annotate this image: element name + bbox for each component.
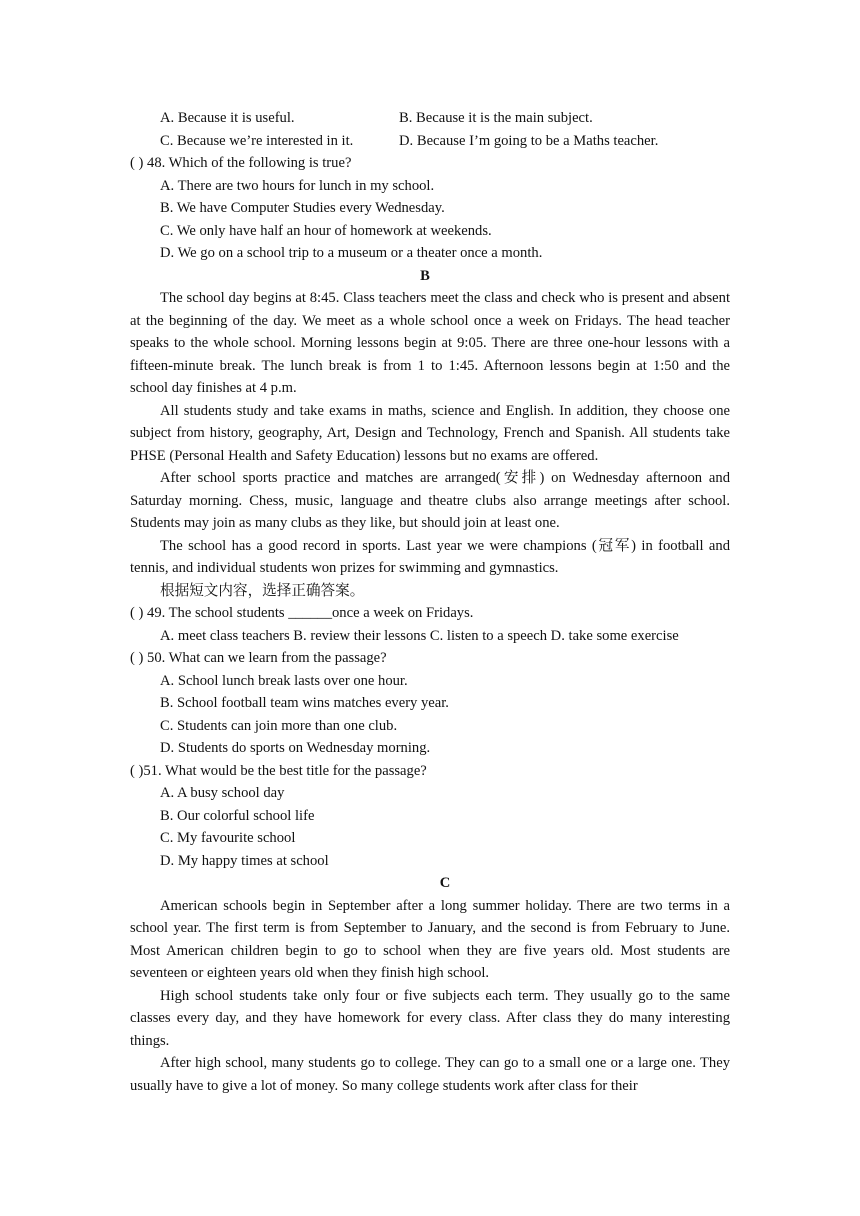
q51-option-c: C. My favourite school — [160, 830, 296, 846]
section-b-paragraph-2: All students study and take exams in maths, science and English. In addition, they choose one subject from history, geography, Art, Design and Technology, French and Spanish. All students take PHSE (Personal Health and Safety Education) lessons but no exams are offered. — [130, 402, 730, 464]
q49-stem: ( ) 49. The school students ______once a week on Fridays. — [130, 605, 474, 621]
section-c-heading: C — [439, 875, 451, 891]
q50-option-c: C. Students can join more than one club. — [160, 717, 398, 734]
q50-option-d: D. Students do sports on Wednesday morning. — [160, 740, 431, 756]
q50-stem: ( ) 50. What can we learn from the passage? — [130, 650, 387, 666]
section-b-paragraph-1: The school day begins at 8:45. Class teachers meet the class and check who is present and absent at the beginning of the day. We meet as a whole school once a week on Fridays. The head teacher speaks to the whole school. Morning lessons begin at 9:05. There are three one-hour lessons with a fifteen-minute break. The lunch break is from 1 to 1:45. Afternoon lessons begin at 1:50 and the school day finishes at 4 p.m. — [130, 290, 730, 396]
q51-stem: ( )51. What would be the best title for the passage? — [130, 762, 427, 779]
q50-option-a: A. School lunch break lasts over one hour. — [160, 672, 408, 689]
q47-option-a: A. Because it is useful. — [160, 110, 295, 126]
q47-options-row-2 — [130, 130, 730, 153]
q47-option-c: C. Because we’re interested in it. — [160, 132, 354, 149]
q48-stem: ( ) 48. Which of the following is true? — [130, 155, 352, 171]
section-b-heading: B — [420, 267, 430, 284]
q48-option-d: D. We go on a school trip to a museum or a theater once a month. — [160, 245, 543, 261]
document-content — [130, 107, 730, 1097]
q51-option-a: A. A busy school day — [160, 785, 285, 801]
q51-option-d: D. My happy times at school — [160, 852, 329, 869]
q48-option-a: A. There are two hours for lunch in my school. — [160, 177, 435, 194]
q47-options-row-1 — [130, 107, 730, 130]
section-b-paragraph-4: The school has a good record in sports. Last year we were champions (冠军) in football and tennis, and individual students won prizes for swimming and gymnastics. — [130, 537, 730, 576]
q47-option-b: B. Because it is the main subject. — [399, 110, 593, 126]
q47-option-d: D. Because I’m going to be a Maths teacher. — [399, 132, 659, 149]
section-c-paragraph-3: After high school, many students go to college. They can go to a small one or a large one. They usually have to give a lot of money. So many college students work after class for their — [130, 1055, 730, 1094]
q48-option-c: C. We only have half an hour of homework at weekends. — [160, 222, 492, 239]
section-b-paragraph-3: After school sports practice and matches are arranged(安排) on Wednesday afternoon and Saturday morning. Chess, music, language and theatre clubs also arrange meetings after school. Students may join as many clubs as they like, but should join at least one. — [130, 470, 730, 531]
section-c-paragraph-1: American schools begin in September after a long summer holiday. There are two terms in a school year. The first term is from September to January, and the second is from February to June. Most American children begin to go to school when they are five years old. Most students are seventeen or eighteen years old when they finish high school. — [130, 897, 730, 981]
q49-options: A. meet class teachers B. review their lessons C. listen to a speech D. take some exercise — [160, 627, 679, 644]
section-c-paragraph-2: High school students take only four or five subjects each term. They usually go to the same classes every day, and they have homework for every class. After class they do many interesting things. — [130, 987, 730, 1049]
q48-option-b: B. We have Computer Studies every Wednesday. — [160, 200, 445, 216]
section-b-instruction: 根据短文内容，选择正确答案。 — [160, 582, 365, 599]
q50-option-b: B. School football team wins matches every year. — [160, 695, 449, 711]
q51-option-b: B. Our colorful school life — [160, 807, 315, 824]
